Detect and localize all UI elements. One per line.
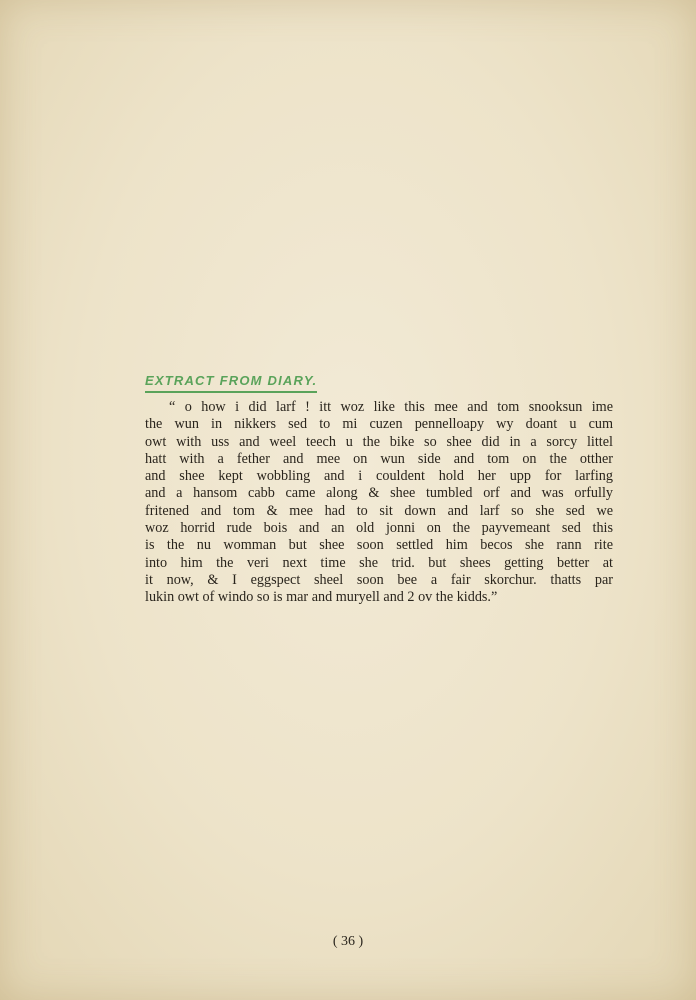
paragraph-line: “ o how i did larf ! itt woz like this mee and tom snooksun ime: [169, 399, 613, 415]
paragraph-line: owt with uss and weel teech u the bike so shee did in a sorcy littel: [145, 433, 613, 450]
paragraph-line: the wun in nikkers sed to mi cuzen pennelloapy wy doant u cum: [145, 416, 613, 433]
section-heading: EXTRACT FROM DIARY.: [145, 373, 317, 393]
paragraph-line: and a hansom cabb came along & shee tumbled orf and was orfully: [145, 485, 613, 502]
paragraph-line: is the nu womman but shee soon settled him becos she rann rite: [145, 537, 613, 554]
diary-extract: [145, 372, 613, 607]
paragraph-line: it now, & I eggspect sheel soon bee a fair skorchur. thatts par: [145, 571, 613, 588]
paragraph-line: woz horrid rude bois and an old jonni on the payvemeant sed this: [145, 520, 613, 537]
page-number: ( 36 ): [332, 934, 364, 949]
paragraph-line: hatt with a fether and mee on wun side and tom on the otther: [145, 450, 613, 467]
paragraph-line: lukin owt of windo so is mar and muryell and 2 ov the kidds.”: [145, 589, 498, 606]
paragraph-line: and shee kept wobbling and i couldent hold her upp for larfing: [145, 468, 613, 485]
paragraph-line: into him the veri next time she trid. but shees getting better at: [145, 554, 613, 571]
diary-paragraph: [145, 399, 613, 607]
paragraph-line: fritened and tom & mee had to sit down and larf so she sed we: [145, 502, 613, 519]
